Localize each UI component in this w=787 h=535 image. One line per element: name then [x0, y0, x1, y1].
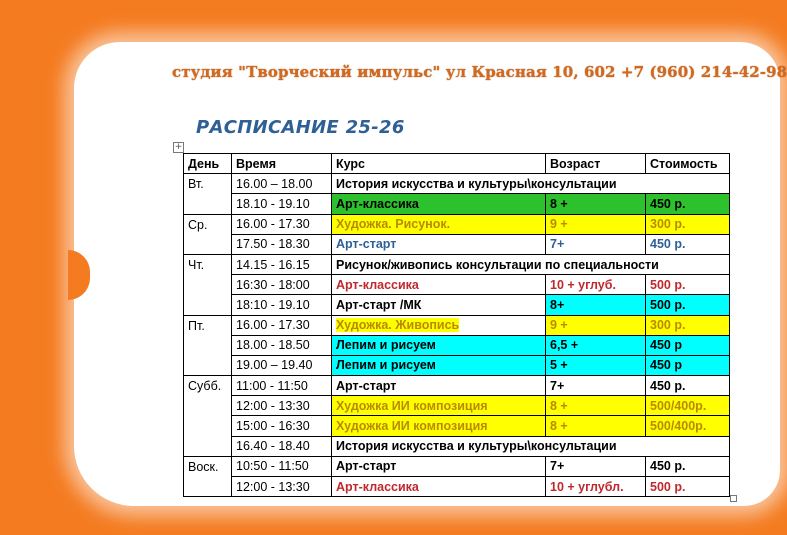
table-row	[184, 477, 730, 497]
course-cell: Арт-классика	[332, 477, 546, 497]
course-text: Арт-старт /МК	[336, 297, 422, 312]
time-cell: 18.10 - 19.10	[232, 194, 332, 214]
schedule-table	[183, 153, 730, 497]
table-row	[184, 275, 730, 295]
age-cell: 9 +	[546, 315, 646, 335]
age-cell: 9 +	[546, 214, 646, 234]
age-cell: 10 + углуб.	[546, 275, 646, 295]
time-cell: 16:30 - 18:00	[232, 275, 332, 295]
course-cell: Лепим и рисуем	[332, 335, 546, 355]
table-row	[184, 355, 730, 375]
time-cell: 19.00 – 19.40	[232, 355, 332, 375]
day-cell: Субб.	[184, 376, 232, 457]
age-cell: 7+	[546, 456, 646, 476]
course-cell	[332, 315, 546, 335]
course-cell: Художка ИИ композиция	[332, 416, 546, 436]
table-header-row	[184, 154, 730, 174]
col-header-day: День	[184, 154, 232, 174]
time-cell: 12:00 - 13:30	[232, 477, 332, 497]
price-cell: 450 р.	[646, 376, 730, 396]
table-row	[184, 396, 730, 416]
age-cell: 5 +	[546, 355, 646, 375]
table-row	[184, 174, 730, 194]
age-cell: 8 +	[546, 194, 646, 214]
course-cell: История искусства и культуры\консультации	[332, 174, 730, 194]
course-cell: История искусства и культуры\консультации	[332, 436, 730, 456]
col-header-course: Курс	[332, 154, 546, 174]
course-cell: Арт-классика	[332, 275, 546, 295]
price-cell: 300 р.	[646, 214, 730, 234]
time-cell: 11:00 - 11:50	[232, 376, 332, 396]
time-cell: 10:50 - 11:50	[232, 456, 332, 476]
col-header-time: Время	[232, 154, 332, 174]
time-cell: 15:00 - 16:30	[232, 416, 332, 436]
table-row	[184, 194, 730, 214]
day-cell: Пт.	[184, 315, 232, 376]
day-cell: Воск.	[184, 456, 232, 496]
table-row	[184, 254, 730, 274]
course-text: Художка. Живопись	[336, 318, 460, 333]
course-cell: Арт-старт	[332, 234, 546, 254]
price-cell: 450 р	[646, 355, 730, 375]
age-cell: 7+	[546, 376, 646, 396]
course-cell: Арт-старт	[332, 456, 546, 476]
age-cell: 8+	[546, 295, 646, 315]
price-cell: 450 р.	[646, 194, 730, 214]
price-cell: 500/400р.	[646, 396, 730, 416]
table-row	[184, 295, 730, 315]
age-cell: 8 +	[546, 396, 646, 416]
price-cell: 500 р.	[646, 295, 730, 315]
course-cell: Рисунок/живопись консультации по специальности	[332, 254, 730, 274]
schedule-title: РАСПИСАНИЕ 25-26	[196, 117, 405, 138]
price-cell: 450 р	[646, 335, 730, 355]
course-cell: Художка. Рисунок.	[332, 214, 546, 234]
table-row	[184, 335, 730, 355]
table-row	[184, 234, 730, 254]
course-cell: Арт-классика	[332, 194, 546, 214]
price-cell: 500 р.	[646, 477, 730, 497]
time-cell: 17.50 - 18.30	[232, 234, 332, 254]
table-row	[184, 315, 730, 335]
price-cell: 450 р.	[646, 234, 730, 254]
time-cell: 12:00 - 13:30	[232, 396, 332, 416]
table-row	[184, 416, 730, 436]
table-move-handle-icon[interactable]: +	[174, 142, 183, 152]
course-cell: Арт-старт	[332, 376, 546, 396]
time-cell: 18:10 - 19.10	[232, 295, 332, 315]
time-cell: 14.15 - 16.15	[232, 254, 332, 274]
time-cell: 16.00 – 18.00	[232, 174, 332, 194]
age-cell: 6,5 +	[546, 335, 646, 355]
course-cell	[332, 295, 546, 315]
table-resize-handle[interactable]	[730, 495, 737, 502]
time-cell: 16.40 - 18.40	[232, 436, 332, 456]
col-header-age: Возраст	[546, 154, 646, 174]
day-cell: Чт.	[184, 254, 232, 315]
price-cell: 500 р.	[646, 275, 730, 295]
age-cell: 8 +	[546, 416, 646, 436]
time-cell: 16.00 - 17.30	[232, 315, 332, 335]
time-cell: 18.00 - 18.50	[232, 335, 332, 355]
day-cell: Ср.	[184, 214, 232, 254]
table-row	[184, 376, 730, 396]
age-cell: 7+	[546, 234, 646, 254]
table-row	[184, 436, 730, 456]
age-cell: 10 + углубл.	[546, 477, 646, 497]
col-header-price: Стоимость	[646, 154, 730, 174]
day-cell: Вт.	[184, 174, 232, 214]
price-cell: 300 р.	[646, 315, 730, 335]
time-cell: 16.00 - 17.30	[232, 214, 332, 234]
price-cell: 450 р.	[646, 456, 730, 476]
course-cell: Художка ИИ композиция	[332, 396, 546, 416]
table-row	[184, 214, 730, 234]
course-cell: Лепим и рисуем	[332, 355, 546, 375]
price-cell: 500/400р.	[646, 416, 730, 436]
studio-info-line: студия "Творческий импульс" ул Красная 10, 602 +7 (960) 214-42-98	[172, 63, 787, 81]
table-row	[184, 456, 730, 476]
